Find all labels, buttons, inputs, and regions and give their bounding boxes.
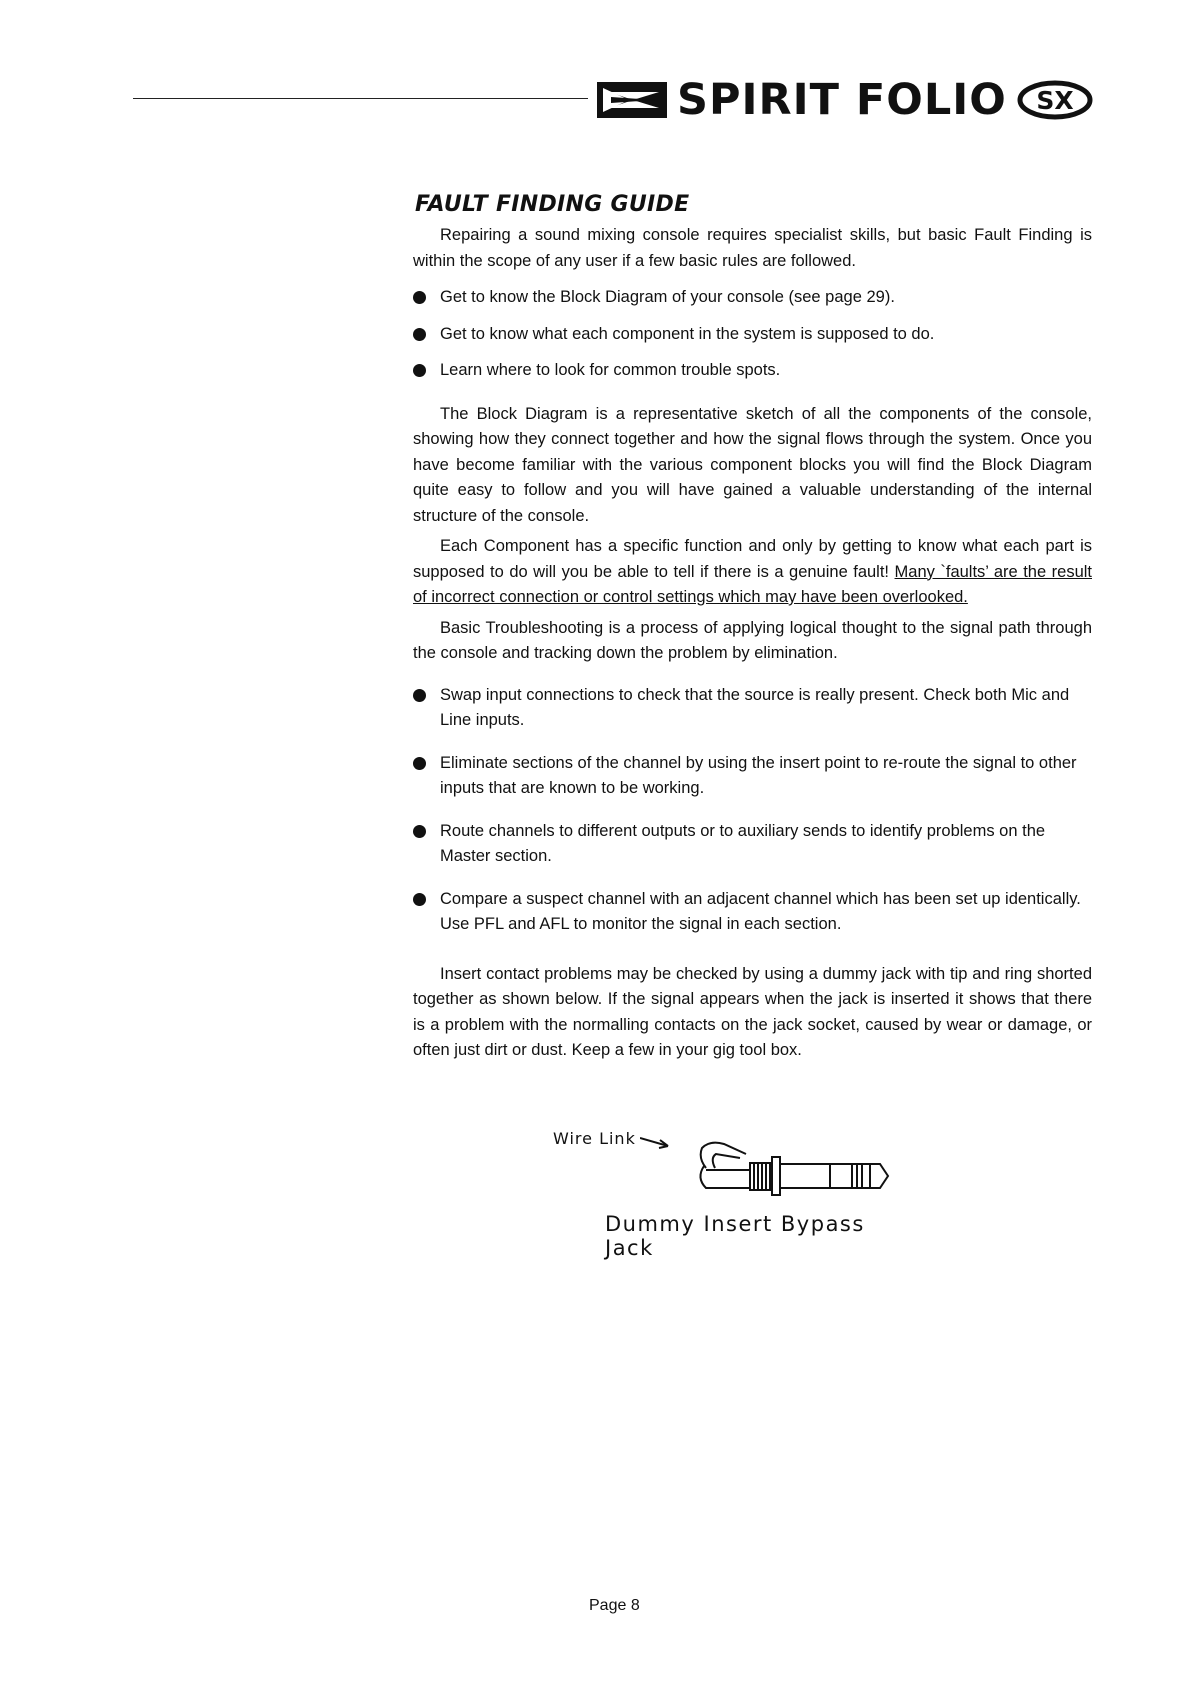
intro-paragraph: Repairing a sound mixing console requires specialist skills, but basic Fault Finding is within the scope of any user if a few basic rules are followed.	[413, 226, 1092, 270]
spirit-folio-logo	[597, 76, 1093, 124]
wire-link-label: Wire Link	[553, 1129, 636, 1148]
list-item-text: Route channels to different outputs or to auxiliary sends to identify problems on the Master section.	[440, 821, 1046, 865]
list-item-text: Get to know what each component in the system is supposed to do.	[440, 324, 935, 343]
jack-plug-icon	[640, 1128, 900, 1208]
bullet-icon	[413, 364, 426, 377]
badge-text: SX	[1036, 86, 1074, 115]
bullet-icon	[413, 757, 426, 770]
insert-paragraph: Insert contact problems may be checked by using a dummy jack with tip and ring shorted together as shown below. If the signal appears when the jack is inserted it shows that there is a problem with the normalling contacts on the jack socket, caused by wear or damage, or often just dirt or dust. Keep a few in your gig tool box.	[413, 964, 1092, 1059]
bullet-icon	[413, 893, 426, 906]
bullet-icon	[413, 291, 426, 304]
list-item-text: Eliminate sections of the channel by using the insert point to re-route the signal to other inputs that are known to be working.	[440, 753, 1077, 797]
list-item	[413, 322, 1092, 348]
list-item	[413, 887, 1092, 938]
header-rule	[133, 98, 588, 99]
list-item	[413, 285, 1092, 311]
sx-badge-icon	[1017, 80, 1093, 120]
rules-list	[413, 285, 1092, 384]
dummy-jack-figure	[550, 1120, 910, 1260]
component-underlined-text: Many `faults’ are the result of incorrect connection or control settings which may have been overlooked.	[413, 562, 1092, 606]
component-paragraph	[413, 534, 1092, 611]
page-number: Page 8	[589, 1597, 640, 1614]
list-item	[413, 819, 1092, 870]
list-item-text: Swap input connections to check that the source is really present. Check both Mic and Line inputs.	[440, 685, 1070, 729]
list-item-text: Get to know the Block Diagram of your console (see page 29).	[440, 288, 895, 306]
list-item	[413, 358, 1092, 384]
component-text: Each Component has a specific function and only by getting to know what each part is supposed to do will you be able to tell if there is a genuine fault!	[413, 537, 1092, 581]
section-title: FAULT FINDING GUIDE	[415, 192, 690, 217]
list-item-text: Learn where to look for common trouble spots.	[440, 361, 781, 379]
list-item-text: Compare a suspect channel with an adjacent channel which has been set up identically. Use PFL and AFL to monitor the signal in each section.	[440, 889, 1081, 933]
logo-text: SPIRIT FOLIO	[677, 74, 1007, 125]
bullet-icon	[413, 689, 426, 702]
steps-list	[413, 683, 1092, 938]
list-item	[413, 683, 1092, 734]
flag-logo-icon	[597, 79, 667, 121]
bullet-icon	[413, 328, 426, 341]
bullet-icon	[413, 825, 426, 838]
list-item	[413, 751, 1092, 802]
troubleshooting-paragraph: Basic Troubleshooting is a process of applying logical thought to the signal path through the console and tracking down the problem by elimination.	[413, 618, 1092, 662]
block-diagram-paragraph: The Block Diagram is a representative sketch of all the components of the console, showing how they connect together and how the signal flows through the system. Once you have become familiar with the various component blocks you will find the Block Diagram quite easy to follow and you will have gained a valuable understanding of the internal structure of the console.	[413, 404, 1092, 525]
figure-caption: Dummy Insert Bypass Jack	[605, 1212, 865, 1260]
fault-finding-section	[413, 192, 1092, 1064]
